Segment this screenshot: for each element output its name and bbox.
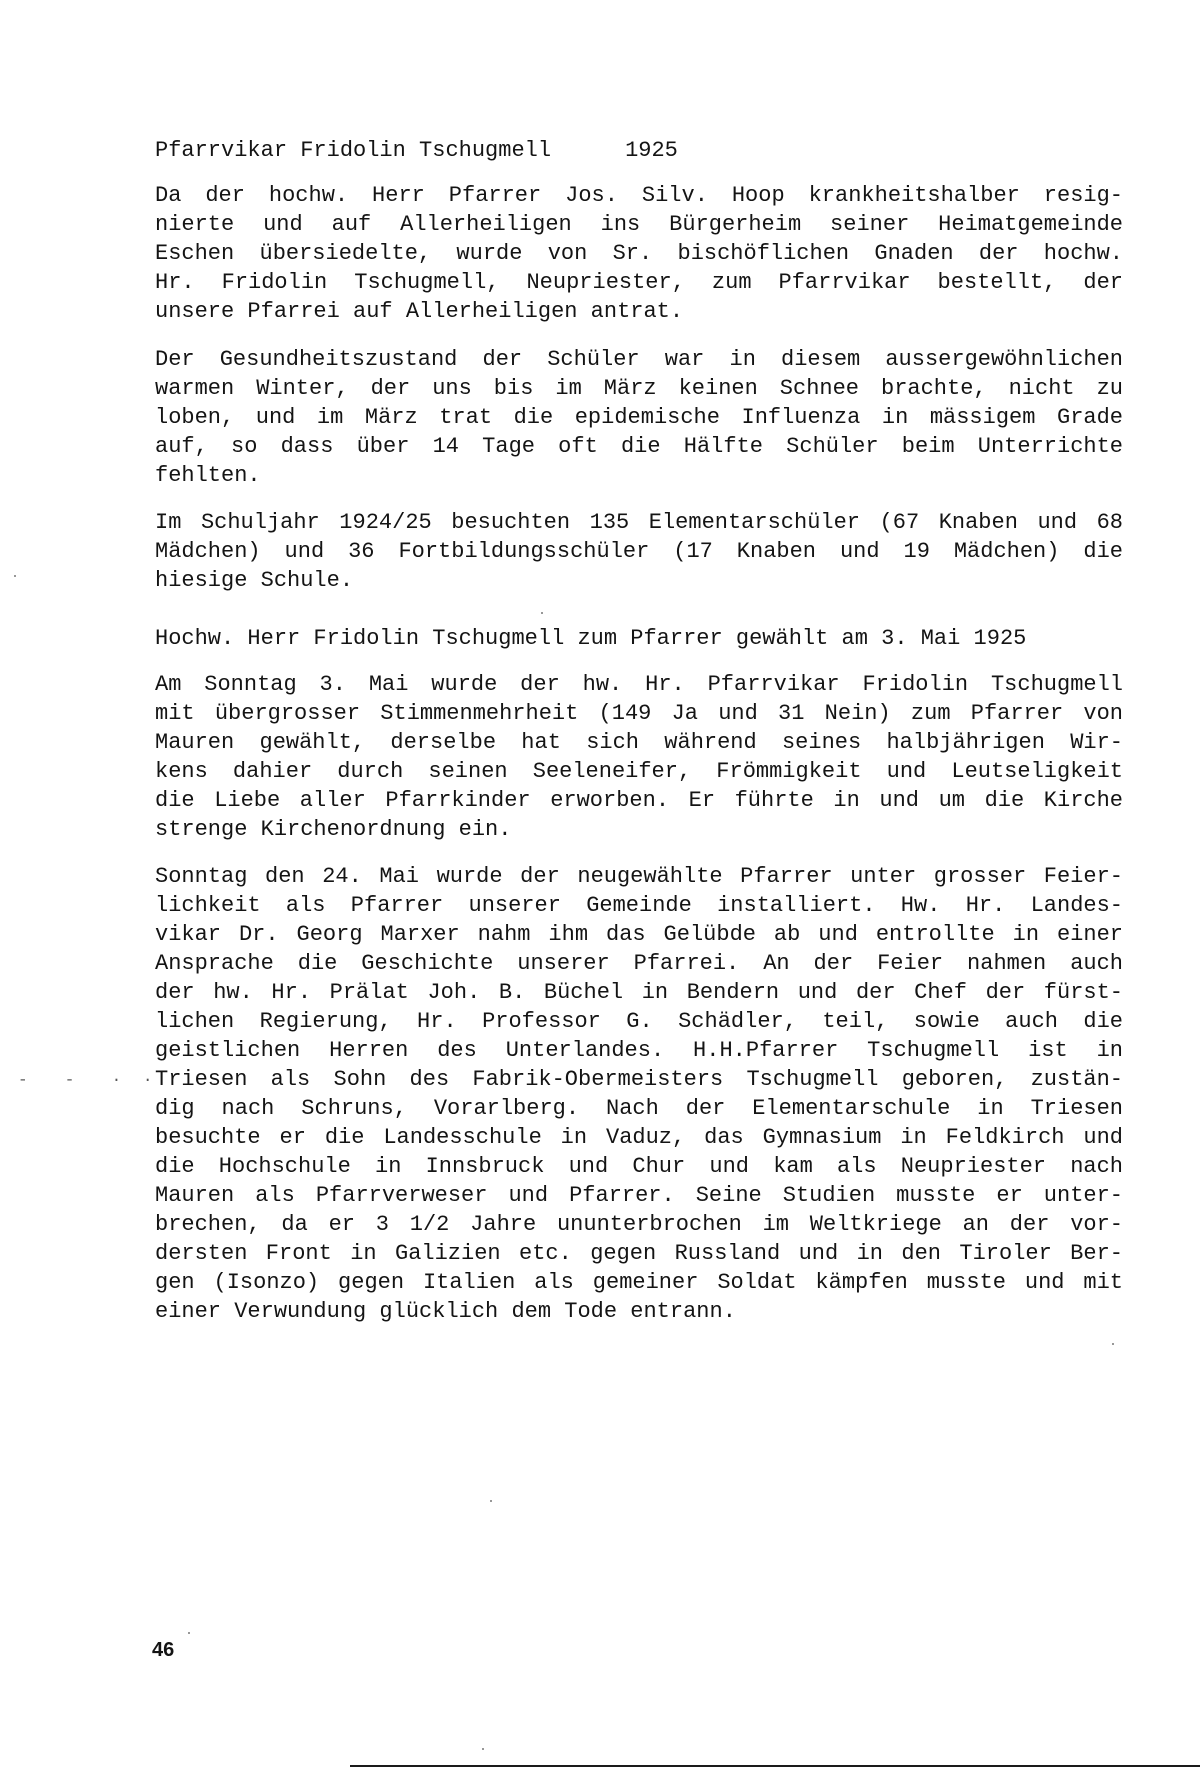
- text-line: Mauren als Pfarrverweser und Pfarrer. Seine Studien musste er unter-: [155, 1183, 1123, 1208]
- text-line: auf, so dass über 14 Tage oft die Hälfte Schüler beim Unterrichte: [155, 434, 1123, 459]
- text-line: kens dahier durch seinen Seeleneifer, Frömmigkeit und Leutseligkeit: [155, 759, 1123, 784]
- text-line: lichkeit als Pfarrer unserer Gemeinde installiert. Hw. Hr. Landes-: [155, 893, 1123, 918]
- text-line: warmen Winter, der uns bis im März keinen Schnee brachte, nicht zu: [155, 376, 1123, 401]
- text-line: Hr. Fridolin Tschugmell, Neupriester, zum Pfarrvikar bestellt, der: [155, 270, 1123, 295]
- text-line: strenge Kirchenordnung ein.: [155, 817, 512, 842]
- text-line: dig nach Schruns, Vorarlberg. Nach der Elementarschule in Triesen: [155, 1096, 1123, 1121]
- text-line: Sonntag den 24. Mai wurde der neugewählte Pfarrer unter grosser Feier-: [155, 864, 1123, 889]
- text-line: die Liebe aller Pfarrkinder erworben. Er führte in und um die Kirche: [155, 788, 1123, 813]
- text-line: der hw. Hr. Prälat Joh. B. Büchel in Bendern und der Chef der fürst-: [155, 980, 1123, 1005]
- heading-title: Pfarrvikar Fridolin Tschugmell: [155, 138, 552, 163]
- text-line: Ansprache die Geschichte unserer Pfarrei. An der Feier nahmen auch: [155, 951, 1123, 976]
- text-line: loben, und im März trat die epidemische Influenza in mässigem Grade: [155, 405, 1123, 430]
- paragraph-resignation: [155, 181, 1123, 326]
- text-line: einer Verwundung glücklich dem Tode entrann.: [155, 1299, 736, 1324]
- text-line: brechen, da er 3 1/2 Jahre ununterbrochen im Weltkriege an der vor-: [155, 1212, 1123, 1237]
- text-line: vikar Dr. Georg Marxer nahm ihm das Gelübde ab und entrollte in einer: [155, 922, 1123, 947]
- text-line: Eschen übersiedelte, wurde von Sr. bischöflichen Gnaden der hochw.: [155, 241, 1123, 266]
- text-line: hiesige Schule.: [155, 568, 354, 593]
- text-line: Mädchen) und 36 Fortbildungsschüler (17 Knaben und 19 Mädchen) die: [155, 539, 1123, 564]
- text-line: Der Gesundheitszustand der Schüler war in diesem aussergewöhnlichen: [155, 347, 1123, 372]
- paragraph-installation: [155, 862, 1123, 1326]
- text-line: Triesen als Sohn des Fabrik-Obermeisters Tschugmell geboren, zustän-: [155, 1067, 1123, 1092]
- scan-speck: [14, 575, 16, 577]
- text-line: Mauren gewählt, derselbe hat sich während seines halbjährigen Wir-: [155, 730, 1123, 755]
- paragraph-school-year: [155, 508, 1123, 595]
- scan-speck: [482, 1748, 484, 1750]
- text-line: geistlichen Herren des Unterlandes. H.H.Pfarrer Tschugmell ist in: [155, 1038, 1123, 1063]
- text-line: Da der hochw. Herr Pfarrer Jos. Silv. Hoop krankheitshalber resig-: [155, 183, 1123, 208]
- paragraph-health: [155, 345, 1123, 490]
- page-number: 46: [152, 1639, 175, 1661]
- text-line: gen (Isonzo) gegen Italien als gemeiner Soldat kämpfen musste und mit: [155, 1270, 1123, 1295]
- text-line: Im Schuljahr 1924/25 besuchten 135 Elementarschüler (67 Knaben und 68: [155, 510, 1123, 535]
- text-line: die Hochschule in Innsbruck und Chur und kam als Neupriester nach: [155, 1154, 1123, 1179]
- section-heading-election: Hochw. Herr Fridolin Tschugmell zum Pfarrer gewählt am 3. Mai 1925: [155, 626, 1027, 651]
- text-line: nierte und auf Allerheiligen ins Bürgerheim seiner Heimatgemeinde: [155, 212, 1123, 237]
- scan-speck: [1112, 1343, 1114, 1345]
- text-line: unsere Pfarrei auf Allerheiligen antrat.: [155, 299, 684, 324]
- text-line: mit übergrosser Stimmenmehrheit (149 Ja und 31 Nein) zum Pfarrer von: [155, 701, 1123, 726]
- margin-scan-marks: - - · ·: [18, 1071, 159, 1089]
- text-line: fehlten.: [155, 463, 261, 488]
- text-line: Am Sonntag 3. Mai wurde der hw. Hr. Pfarrvikar Fridolin Tschugmell: [155, 672, 1123, 697]
- text-line: dersten Front in Galizien etc. gegen Russland und in den Tiroler Ber-: [155, 1241, 1123, 1266]
- bottom-rule: [350, 1765, 1200, 1767]
- section-heading-pfarrvikar: [155, 136, 678, 165]
- scan-speck: [188, 1632, 190, 1634]
- paragraph-election: [155, 670, 1123, 844]
- text-line: besuchte er die Landesschule in Vaduz, das Gymnasium in Feldkirch und: [155, 1125, 1123, 1150]
- scan-speck: [490, 1500, 492, 1502]
- heading-year: 1925: [625, 138, 678, 163]
- text-line: lichen Regierung, Hr. Professor G. Schädler, teil, sowie auch die: [155, 1009, 1123, 1034]
- scan-speck: [541, 612, 543, 614]
